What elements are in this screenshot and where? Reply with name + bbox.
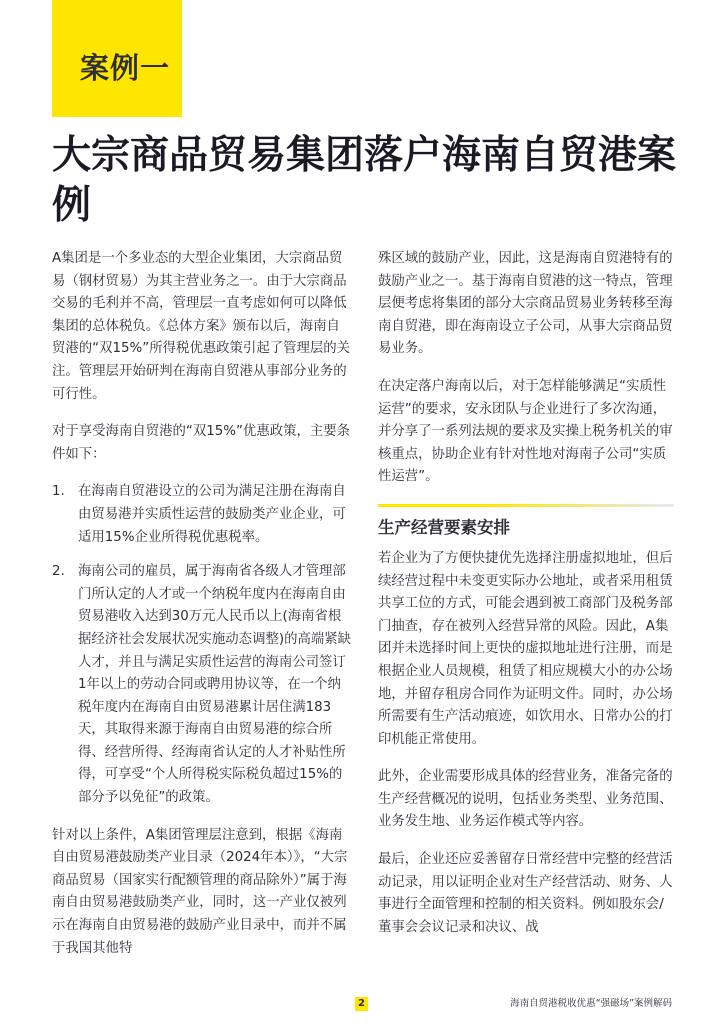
list-text: 海南公司的雇员，属于海南省各级人才管理部门所认定的人才或一个纳税年度内在海南自由贸易港收入达到30万元人民币以上(海南省根据经济社会发展状况实施动态调整)的高端紧缺人才，并且与满足实质性运营的海南公司签订1年以上的劳动合同或聘用协议等，在一个纳税年度内在海南自由贸易港累计居住满183天，其取得来源于海南自由贸易港的综合所得、经营所得、经海南省认定的人才补贴性所得，可享受“个人所得税实际税负超过15%的部分予以免征”的政策。 bbox=[78, 564, 352, 806]
records-paragraph: 最后，企业还应妥善留存日常经营中完整的经营活动记录，用以证明企业对生产经营活动、财务、人事进行全面管理和控制的相关资料。例如股东会/董事会会议记录和决议、战 bbox=[378, 852, 673, 935]
list-item bbox=[52, 481, 352, 549]
conditions-intro: 对于享受海南自贸港的“双15%”优惠政策，主要条件如下： bbox=[52, 424, 351, 462]
right-column bbox=[378, 248, 674, 954]
case-label: 案例一 bbox=[80, 51, 171, 85]
business-paragraph: 此外，企业需要形成具体的经营业务，准备完备的生产经营概况的说明，包括业务类型、业务范围、业务发生地、业务运作模式等内容。 bbox=[378, 769, 673, 830]
list-text: 在海南自贸港设立的公司为满足注册在海南自由贸易港并实质性运营的鼓励类产业企业，可适用15%企业所得税优惠税率。 bbox=[78, 484, 346, 545]
analysis-paragraph: 针对以上条件，A集团管理层注意到，根据《海南自由贸易港鼓励类产业目录（2024年本）》，“大宗商品贸易（国家实行配额管理的商品除外）”属于海南自由贸易港鼓励类产业，同时，这一产业仅被列示在海南自由贸易港的鼓励产业目录中，而并不属于我国其他特 bbox=[52, 827, 348, 956]
conditions-list bbox=[52, 481, 352, 809]
page-number: 2 bbox=[355, 997, 368, 1011]
left-column bbox=[52, 248, 352, 975]
section-heading: 生产经营要素安排 bbox=[378, 517, 510, 537]
section-divider bbox=[378, 504, 674, 507]
list-item bbox=[52, 561, 352, 810]
footer-title: 海南自贸港税收优惠“强磁场”案例解码 bbox=[510, 998, 672, 1009]
office-paragraph: 若企业为了方便快捷优先选择注册虚拟地址，但后续经营过程中未变更实际办公地址，或者采用租赁共享工位的方式，可能会遇到被工商部门及税务部门抽查，存在被列入经营异常的风险。因此，A集团并未选择时间上更快的虚拟地址进行注册，而是根据企业人员规模，租赁了相应规模大小的办公场地，并留存租房合同作为证明文件。同时，办公场所需要有生产活动痕迹，如饮用水、日常办公的打印机能正常使用。 bbox=[378, 550, 673, 747]
substance-paragraph: 在决定落户海南以后，对于怎样能够满足“实质性运营”的要求，安永团队与企业进行了多次沟通，并分享了一系列法规的要求及实操上税务机关的审核重点，协助企业有针对性地对海南子公司“实质性运营”。 bbox=[378, 378, 673, 485]
intro-paragraph: A集团是一个多业态的大型企业集团，大宗商品贸易（钢材贸易）为其主营业务之一。由于大宗商品交易的毛利并不高，管理层一直考虑如何可以降低集团的总体税负。《总体方案》颁布以后，海南自贸港的“双15%”所得税优惠政策引起了管理层的关注。管理层开始研判在海南自贸港从事部分业务的可行性。 bbox=[52, 251, 351, 402]
list-number: 2. bbox=[52, 564, 65, 580]
continuation-paragraph: 殊区域的鼓励产业，因此，这是海南自贸港特有的鼓励产业之一。基于海南自贸港的这一特点，管理层便考虑将集团的部分大宗商品贸易业务转移至海南自贸港，即在海南设立子公司，从事大宗商品贸易业务。 bbox=[378, 251, 673, 357]
list-number: 1. bbox=[52, 484, 65, 500]
page-title: 大宗商品贸易集团落户海南自贸港案例 bbox=[52, 133, 677, 228]
